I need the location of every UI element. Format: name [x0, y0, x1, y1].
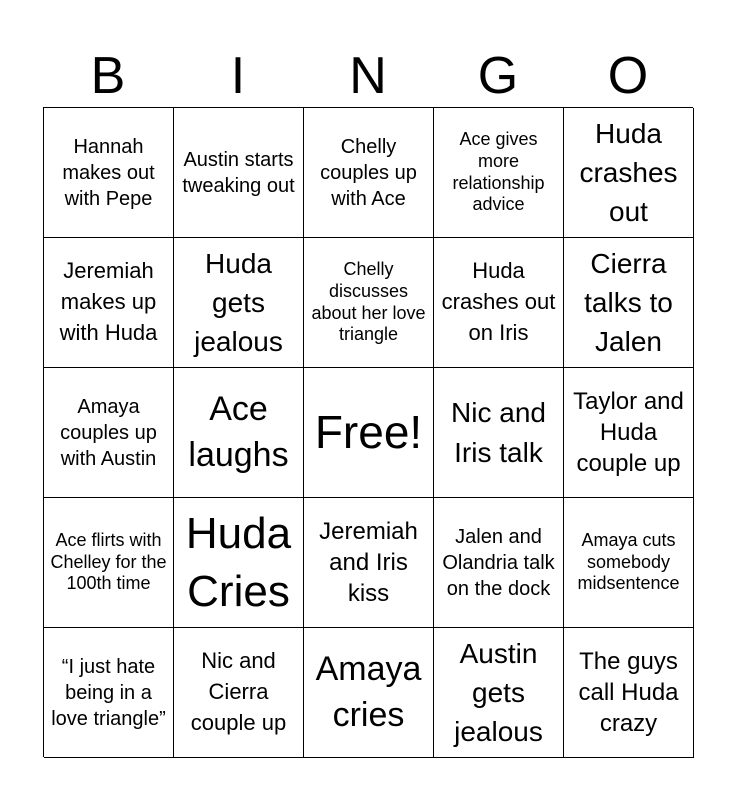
- cell-text: Huda crashes out: [579, 117, 678, 228]
- bingo-board: [43, 107, 693, 757]
- cell-text: Jalen and Olandria talk on the dock: [442, 525, 555, 600]
- bingo-cell[interactable]: [174, 108, 304, 238]
- bingo-cell[interactable]: [304, 108, 434, 238]
- header-letter-g: G: [477, 47, 519, 105]
- bingo-cell[interactable]: [44, 368, 174, 498]
- cell-text: Ace laughs: [188, 389, 289, 474]
- header-letter-o: O: [607, 47, 649, 105]
- bingo-cell[interactable]: [44, 238, 174, 368]
- cell-text: Jeremiah makes up with Huda: [59, 258, 158, 345]
- bingo-cell[interactable]: [174, 628, 304, 758]
- bingo-cell[interactable]: [174, 368, 304, 498]
- bingo-cell[interactable]: [564, 498, 694, 628]
- bingo-cell[interactable]: [564, 628, 694, 758]
- cell-text: Jeremiah and Iris kiss: [319, 517, 418, 608]
- cell-text: Hannah makes out with Pepe: [62, 135, 155, 210]
- bingo-cell[interactable]: [44, 628, 174, 758]
- cell-text: Chelly discusses about her love triangle: [311, 259, 426, 345]
- bingo-cell[interactable]: [304, 628, 434, 758]
- bingo-cell[interactable]: [434, 498, 564, 628]
- free-cell[interactable]: [304, 368, 434, 498]
- cell-text: Nic and Cierra couple up: [190, 648, 287, 735]
- cell-text: Ace gives more relationship advice: [452, 129, 545, 215]
- bingo-cell[interactable]: [434, 628, 564, 758]
- cell-text: Amaya cries: [315, 649, 422, 734]
- bingo-header: [43, 44, 693, 108]
- bingo-cell[interactable]: [174, 498, 304, 628]
- cell-text: Free!: [314, 405, 423, 458]
- bingo-cell[interactable]: [434, 108, 564, 238]
- cell-text: Amaya couples up with Austin: [60, 395, 157, 470]
- cell-text: Huda Cries: [185, 509, 292, 616]
- cell-text: Amaya cuts somebody midsentence: [577, 530, 680, 594]
- cell-text: Nic and Iris talk: [451, 397, 546, 468]
- bingo-cell[interactable]: [564, 108, 694, 238]
- cell-text: The guys call Huda crazy: [578, 647, 679, 738]
- cell-text: “I just hate being in a love triangle”: [51, 655, 166, 730]
- cell-text: Cierra talks to Jalen: [584, 247, 673, 358]
- cell-text: Austin starts tweaking out: [182, 148, 295, 197]
- bingo-cell[interactable]: [44, 498, 174, 628]
- cell-text: Huda gets jealous: [194, 247, 283, 358]
- header-letter-i: I: [230, 47, 246, 105]
- bingo-cell[interactable]: [44, 108, 174, 238]
- cell-text: Chelly couples up with Ace: [320, 135, 417, 210]
- bingo-cell[interactable]: [434, 368, 564, 498]
- cell-text: Ace flirts with Chelley for the 100th time: [50, 530, 167, 594]
- bingo-cell[interactable]: [174, 238, 304, 368]
- cell-text: Huda crashes out on Iris: [441, 258, 556, 345]
- bingo-cell[interactable]: [304, 498, 434, 628]
- bingo-cell[interactable]: [434, 238, 564, 368]
- header-letter-b: B: [90, 47, 126, 105]
- bingo-cell[interactable]: [564, 238, 694, 368]
- header-letter-n: N: [349, 47, 387, 105]
- bingo-cell[interactable]: [564, 368, 694, 498]
- cell-text: Taylor and Huda couple up: [573, 387, 684, 478]
- cell-text: Austin gets jealous: [454, 637, 543, 748]
- bingo-cell[interactable]: [304, 238, 434, 368]
